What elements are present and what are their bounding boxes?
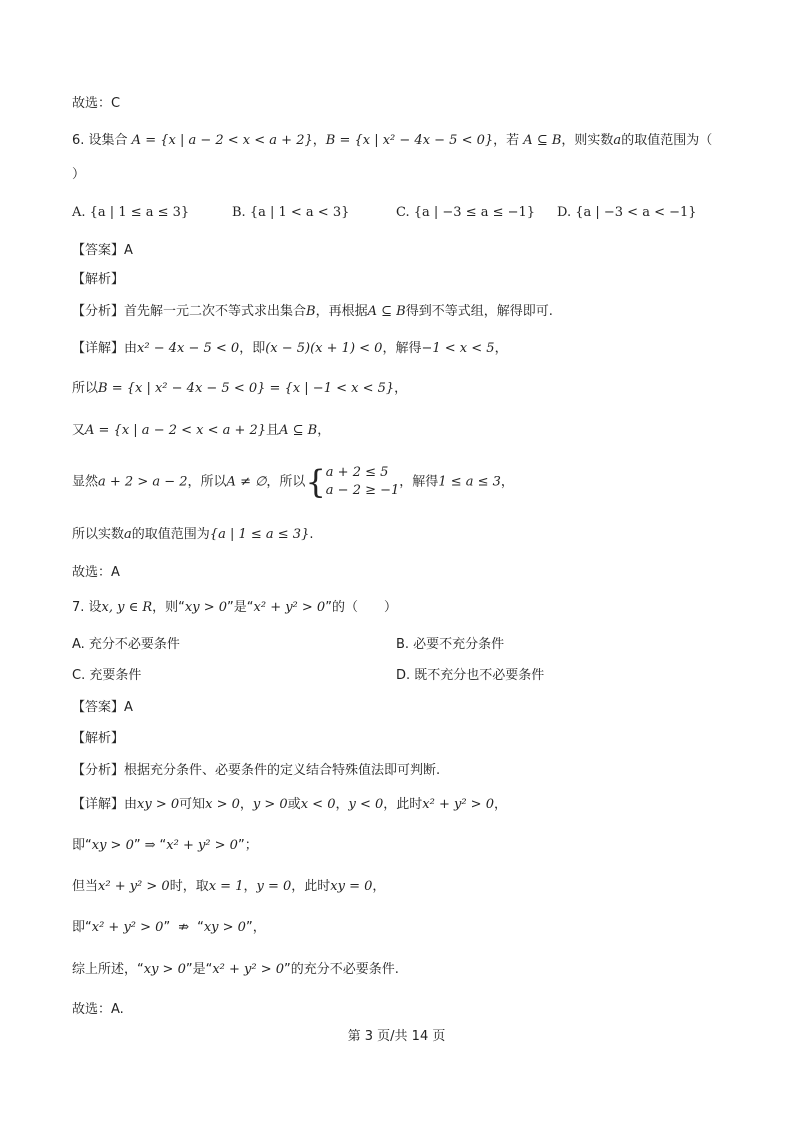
text: B. {a | 1 < a < 3} bbox=[232, 205, 350, 220]
math: y < 0 bbox=[348, 797, 384, 812]
text: ，所以 bbox=[266, 474, 306, 490]
text: “ bbox=[159, 838, 167, 853]
text: ，再根据 bbox=[315, 304, 368, 319]
math: A ⊆ B bbox=[367, 304, 406, 319]
text: 且 bbox=[266, 423, 280, 438]
text: ” bbox=[133, 838, 141, 853]
text: ，若 bbox=[493, 133, 524, 148]
analysis-7 bbox=[72, 761, 440, 781]
text: 所以实数 bbox=[72, 527, 125, 542]
math: (x − 5)(x + 1) < 0 bbox=[265, 341, 383, 356]
answer-7 bbox=[72, 698, 133, 718]
text: 所以 bbox=[72, 381, 99, 396]
text: ， bbox=[317, 423, 331, 438]
text: ”是“ bbox=[185, 962, 213, 977]
text: D. {a | −3 < a < −1} bbox=[557, 205, 697, 220]
math: xy > 0 bbox=[143, 962, 186, 977]
math: x > 0 bbox=[205, 797, 240, 812]
text: 【答案】A bbox=[72, 700, 133, 715]
text: 【分析】根据充分条件、必要条件的定义结合特殊值法即可判断. bbox=[72, 763, 441, 778]
text: D. 既不充分也不必要条件 bbox=[396, 668, 545, 683]
detail-7-line-1 bbox=[72, 795, 507, 815]
system-row: a − 2 ≥ −1 bbox=[325, 483, 400, 498]
text: 故选：A. bbox=[72, 1002, 124, 1017]
math: {a | 1 ≤ a ≤ 3} bbox=[209, 527, 310, 542]
text: ） bbox=[72, 167, 86, 182]
math: y = 0 bbox=[256, 879, 292, 894]
text: 7. 设 bbox=[72, 600, 102, 615]
question-6 bbox=[72, 131, 712, 151]
analysis-6 bbox=[72, 302, 553, 322]
question-6-end bbox=[72, 165, 85, 185]
math: B bbox=[306, 304, 316, 319]
q7-option-b bbox=[396, 635, 504, 655]
text: ”的充分不必要条件. bbox=[284, 962, 399, 977]
math: A = {x | a − 2 < x < a + 2} bbox=[131, 133, 313, 148]
text: 【分析】首先解一元二次不等式求出集合 bbox=[72, 304, 307, 319]
text: ， bbox=[494, 341, 508, 356]
text: 的取值范围为 bbox=[131, 527, 210, 542]
math: y > 0 bbox=[252, 797, 288, 812]
text: 即“ bbox=[72, 838, 92, 853]
q7-option-a bbox=[72, 635, 180, 655]
text: ，则“ bbox=[152, 600, 185, 615]
text: 【答案】A bbox=[72, 243, 133, 258]
q6-option-c bbox=[396, 203, 535, 223]
text: ， bbox=[500, 474, 514, 490]
math: a bbox=[613, 133, 622, 148]
math: a bbox=[124, 527, 132, 542]
text: ”； bbox=[237, 838, 258, 853]
text: ， bbox=[239, 797, 253, 812]
text: ” bbox=[163, 920, 171, 935]
text: “ bbox=[197, 920, 204, 935]
math: xy > 0 bbox=[91, 838, 134, 853]
text: 时，取 bbox=[169, 879, 209, 894]
math: B = {x | x² − 4x − 5 < 0} = {x | −1 < x < 5} bbox=[98, 381, 395, 396]
math: −1 < x < 5 bbox=[421, 341, 495, 356]
not-implies-arrow-icon: ⇏ bbox=[178, 920, 190, 935]
math: B = {x | x² − 4x − 5 < 0} bbox=[325, 133, 494, 148]
text: ， bbox=[243, 879, 257, 894]
text: 但当 bbox=[72, 879, 99, 894]
math: x² + y² > 0 bbox=[91, 920, 164, 935]
text: 的取值范围为（ bbox=[621, 133, 713, 148]
text: A. {a | 1 ≤ a ≤ 3} bbox=[72, 205, 190, 220]
text: ”， bbox=[245, 920, 266, 935]
math: 1 ≤ a ≤ 3 bbox=[438, 474, 501, 490]
text: 故选：C bbox=[72, 96, 121, 111]
text: 又 bbox=[72, 423, 86, 438]
math: x² + y² > 0 bbox=[212, 962, 285, 977]
text: C. 充要条件 bbox=[72, 668, 142, 683]
text: ，解得 bbox=[399, 474, 439, 490]
math: x < 0 bbox=[300, 797, 336, 812]
detail-7-line-3 bbox=[72, 877, 385, 897]
text: ”的（ ） bbox=[325, 600, 397, 615]
q7-option-c bbox=[72, 666, 141, 686]
math: x² + y² > 0 bbox=[98, 879, 170, 894]
text: ，此时 bbox=[383, 797, 423, 812]
math: A = {x | a − 2 < x < a + 2} bbox=[85, 423, 267, 438]
text: 故选：A bbox=[72, 565, 120, 580]
math: xy > 0 bbox=[137, 797, 180, 812]
math: xy > 0 bbox=[203, 920, 246, 935]
text: ， bbox=[372, 879, 386, 894]
answer-choice-line bbox=[72, 94, 120, 114]
text: ， bbox=[493, 797, 507, 812]
text: 综上所述，“ bbox=[72, 962, 144, 977]
math: x, y ∈ R bbox=[101, 600, 153, 615]
text: . bbox=[309, 527, 314, 542]
q6-option-b bbox=[232, 203, 349, 223]
math: x² + y² > 0 bbox=[253, 600, 326, 615]
text: ， bbox=[335, 797, 349, 812]
text: ，则实数 bbox=[561, 133, 614, 148]
math: A ⊆ B bbox=[523, 133, 562, 148]
text: 即“ bbox=[72, 920, 92, 935]
detail-6-line-5 bbox=[72, 525, 313, 545]
q6-option-d bbox=[557, 203, 697, 223]
text: 可知 bbox=[179, 797, 206, 812]
math: x² + y² > 0 bbox=[422, 797, 494, 812]
math: A ⊆ B bbox=[279, 423, 318, 438]
text: A. 充分不必要条件 bbox=[72, 637, 180, 652]
q7-option-d bbox=[396, 666, 544, 686]
text: C. {a | −3 ≤ a ≤ −1} bbox=[396, 205, 536, 220]
detail-7-line-4 bbox=[72, 918, 266, 938]
detail-6-line-3 bbox=[72, 421, 330, 441]
text: 显然 bbox=[72, 474, 99, 490]
question-7 bbox=[72, 598, 397, 618]
text: 【解析】 bbox=[72, 272, 125, 287]
answer-choice-6 bbox=[72, 563, 120, 583]
answer-choice-7 bbox=[72, 1000, 124, 1020]
detail-7-line-5 bbox=[72, 960, 399, 980]
math: x² − 4x − 5 < 0 bbox=[137, 341, 240, 356]
text: ，即 bbox=[239, 341, 266, 356]
text: 得到不等式组，解得即可. bbox=[405, 304, 553, 319]
text: 【解析】 bbox=[72, 731, 125, 746]
text: ”是“ bbox=[227, 600, 254, 615]
detail-6-line-4 bbox=[72, 462, 514, 503]
page-footer: 第 3 页/共 14 页 bbox=[347, 1029, 446, 1044]
detail-6-line-2 bbox=[72, 379, 407, 399]
math: xy > 0 bbox=[184, 600, 228, 615]
text: ，解得 bbox=[382, 341, 422, 356]
text: 【详解】由 bbox=[72, 797, 138, 812]
text: 6. 设集合 bbox=[72, 133, 132, 148]
math: A ≠ ∅ bbox=[226, 474, 267, 490]
text: 【详解】由 bbox=[72, 341, 138, 356]
math: xy = 0 bbox=[330, 879, 373, 894]
q6-option-a bbox=[72, 203, 189, 223]
text: 或 bbox=[287, 797, 301, 812]
text: ， bbox=[312, 133, 326, 148]
math: x = 1 bbox=[208, 879, 244, 894]
text: ，所以 bbox=[187, 474, 227, 490]
math: x² + y² > 0 bbox=[166, 838, 238, 853]
answer-6 bbox=[72, 241, 133, 261]
detail-7-line-2 bbox=[72, 836, 258, 856]
analysis-6-heading bbox=[72, 270, 124, 290]
left-brace-icon: { bbox=[305, 463, 326, 501]
analysis-7-heading bbox=[72, 729, 124, 749]
inequality-system bbox=[326, 464, 400, 500]
detail-6-line-1 bbox=[72, 339, 508, 359]
system-row: a + 2 ≤ 5 bbox=[325, 465, 389, 480]
text: ，此时 bbox=[291, 879, 331, 894]
text: ， bbox=[394, 381, 408, 396]
math: a + 2 > a − 2 bbox=[98, 474, 188, 490]
text: B. 必要不充分条件 bbox=[396, 637, 505, 652]
implies-arrow-icon: ⇒ bbox=[144, 838, 156, 853]
